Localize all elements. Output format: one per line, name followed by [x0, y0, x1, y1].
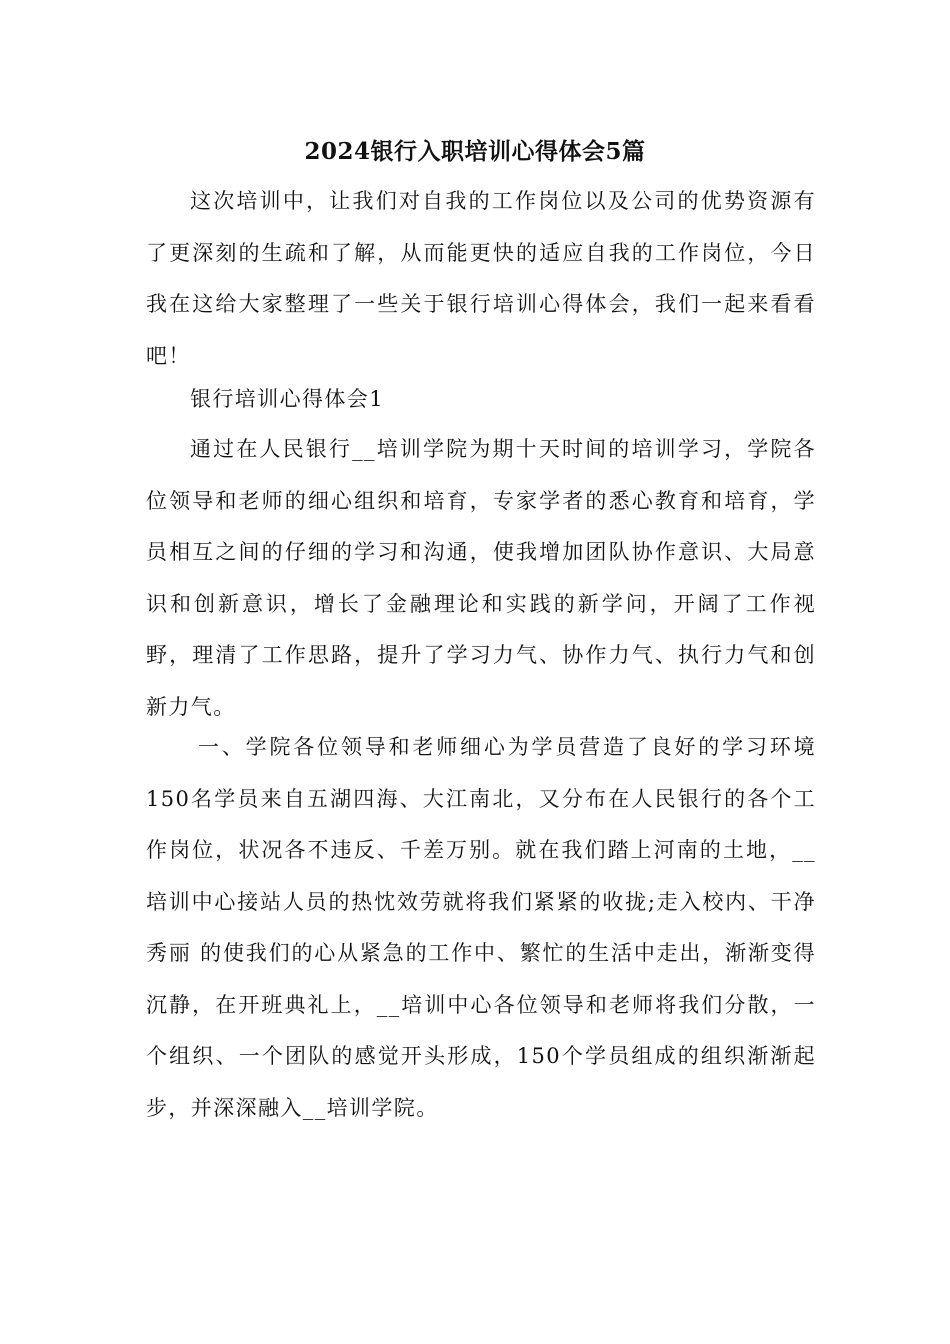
body-paragraph-1: 通过在人民银行__培训学院为期十天时间的培训学习，学院各位领导和老师的细心组织和培育，专家学者的悉心教育和培育，学员相互之间的仔细的学习和沟通，使我增加团队协作意识、大局意识和创新意识，增长了金融理论和实践的新学问，开阔了工作视野，理清了工作思路，提升了学习力气、协作力气、执行力气和创新力气。	[146, 437, 816, 719]
body-paragraph-2: 一、学院各位领导和老师细心为学员营造了良好的学习环境150名学员来自五湖四海、大江南北，又分布在人民银行的各个工作岗位，状况各不违反、千差万别。就在我们踏上河南的土地，__培训中心接站人员的热忱效劳就将我们紧紧的收拢;走入校内、干净秀丽 的使我们的心从紧急的工作中、繁忙的生活中走出，渐渐变得沉静，在开班典礼上，__培训中心各位领导和老师将我们分散，一个组织、一个团队的感觉开头形成，150个学员组成的组织渐渐起步，并深深融入__培训学院。	[146, 735, 816, 1120]
intro-paragraph: 这次培训中，让我们对自我的工作岗位以及公司的优势资源有了更深刻的生疏和了解，从而能更快的适应自我的工作岗位，今日我在这给大家整理了一些关于银行培训心得体会，我们一起来看看吧！	[146, 189, 816, 368]
section-heading: 银行培训心得体会1	[190, 387, 384, 411]
document-title: 2024银行入职培训心得体会5篇	[304, 138, 646, 165]
